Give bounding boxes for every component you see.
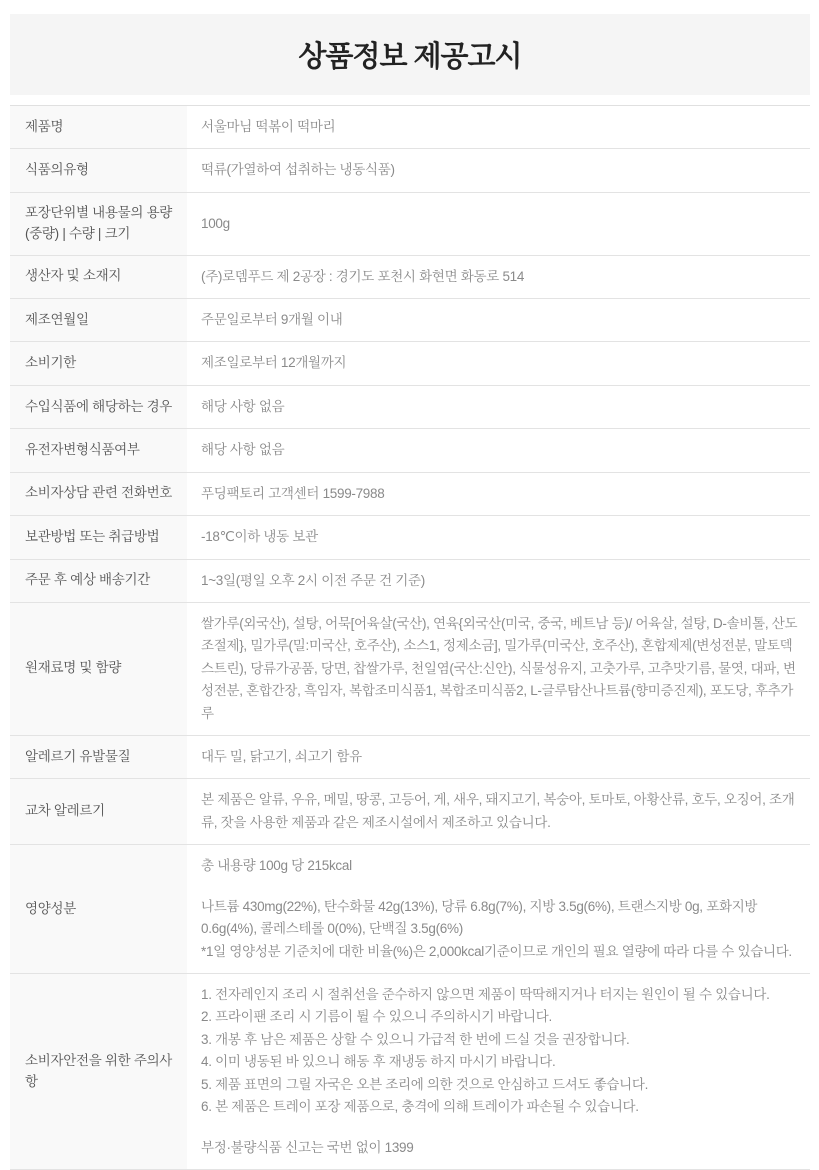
- row-label: 유전자변형식품여부: [10, 429, 187, 471]
- row-label: 포장단위별 내용물의 용량 (중량) | 수량 | 크기: [10, 193, 187, 255]
- row-value: 주문일로부터 9개월 이내: [201, 312, 343, 328]
- table-row: [10, 974, 810, 1170]
- row-label: 주문 후 예상 배송기간: [10, 560, 187, 602]
- row-value: 푸딩팩토리 고객센터 1599-7988: [201, 485, 385, 501]
- row-label: 생산자 및 소재지: [10, 256, 187, 298]
- table-row: [10, 736, 810, 779]
- table-row: [10, 342, 810, 385]
- row-value: 해당 사항 없음: [201, 398, 285, 414]
- row-value-line: *1일 영양성분 기준치에 대한 비율(%)은 2,000kcal기준이므로 개인의 필요 열량에 따라 다를 수 있습니다.: [201, 943, 792, 959]
- row-value: [187, 845, 810, 973]
- row-value-line: 부정·불량식품 신고는 국번 없이 1399: [201, 1139, 414, 1155]
- page-title-bar: [10, 14, 810, 95]
- row-label: 소비자안전을 위한 주의사항: [10, 974, 187, 1169]
- row-value-line: 총 내용량 100g 당 215kcal: [201, 858, 352, 874]
- row-label: 원재료명 및 함량: [10, 603, 187, 735]
- row-value: 본 제품은 알류, 우유, 메밀, 땅콩, 고등어, 게, 새우, 돼지고기, 복숭아, 토마토, 아황산류, 호두, 오징어, 조개류, 잣을 사용한 제품과 같은 제조시설에서 제조하고 있습니다.: [201, 792, 795, 830]
- table-row: [10, 193, 810, 256]
- row-label: 알레르기 유발물질: [10, 736, 187, 778]
- row-value: -18℃이하 냉동 보관: [201, 529, 318, 545]
- table-row: [10, 473, 810, 516]
- row-label: 제품명: [10, 106, 187, 148]
- row-value: 제조일로부터 12개월까지: [201, 355, 347, 371]
- row-value-line: 6. 본 제품은 트레이 포장 제품으로, 충격에 의해 트레이가 파손될 수 있습니다.: [201, 1099, 639, 1115]
- row-value-line: 5. 제품 표면의 그릴 자국은 오븐 조리에 의한 것으로 안심하고 드셔도 좋습니다.: [201, 1076, 649, 1092]
- row-value: 1~3일(평일 오후 2시 이전 주문 건 기준): [201, 572, 425, 588]
- row-value-line: 3. 개봉 후 남은 제품은 상할 수 있으니 가급적 한 번에 드실 것을 권장합니다.: [201, 1031, 630, 1047]
- table-row: [10, 560, 810, 603]
- row-value-line: 4. 이미 냉동된 바 있으니 해동 후 재냉동 하지 마시기 바랍니다.: [201, 1054, 556, 1070]
- page-title: 상품정보 제공고시: [298, 41, 522, 73]
- row-label: 수입식품에 해당하는 경우: [10, 386, 187, 428]
- row-value-line: 1. 전자레인지 조리 시 절취선을 준수하지 않으면 제품이 딱딱해지거나 터지는 원인이 될 수 있습니다.: [201, 987, 770, 1002]
- row-label: 소비기한: [10, 342, 187, 384]
- table-row: [10, 386, 810, 429]
- table-row: [10, 516, 810, 559]
- table-row: [10, 429, 810, 472]
- table-row: [10, 779, 810, 845]
- row-label: 제조연월일: [10, 299, 187, 341]
- row-label: 교차 알레르기: [10, 779, 187, 844]
- row-label: 영양성분: [10, 845, 187, 973]
- table-row: [10, 299, 810, 342]
- row-value-line: 2. 프라이팬 조리 시 기름이 튈 수 있으니 주의하시기 바랍니다.: [201, 1009, 552, 1025]
- row-value: [187, 974, 810, 1169]
- table-row: [10, 149, 810, 192]
- table-row: [10, 106, 810, 149]
- product-info-table: [10, 105, 810, 1170]
- table-row: [10, 603, 810, 736]
- row-label: 식품의유형: [10, 149, 187, 191]
- table-row: [10, 845, 810, 974]
- row-value: (주)로뎀푸드 제 2공장 : 경기도 포천시 화현면 화동로 514: [201, 268, 525, 284]
- row-value-line: 나트륨 430mg(22%), 탄수화물 42g(13%), 당류 6.8g(7%), 지방 3.5g(6%), 트랜스지방 0g, 포화지방 0.6g(4%), 콜레스테롤 0(0%), 단백질 3.5g(6%): [201, 898, 758, 937]
- row-value: 대두 밀, 닭고기, 쇠고기 함유: [201, 748, 362, 764]
- table-row: [10, 256, 810, 299]
- row-value-line: [201, 1118, 802, 1136]
- row-value-line: [201, 878, 802, 896]
- row-value: 서울마님 떡볶이 떡마리: [201, 119, 336, 134]
- row-value: 떡류(가열하여 섭취하는 냉동식품): [201, 162, 395, 178]
- row-value: 100g: [201, 215, 230, 231]
- row-label: 소비자상담 관련 전화번호: [10, 473, 187, 515]
- row-value: 해당 사항 없음: [201, 442, 285, 458]
- row-value: 쌀가루(외국산), 설탕, 어묵[어육살(국산), 연육{외국산(미국, 중국, 베트남 등)/ 어육살, 설탕, D-솔비톨, 산도조절제}, 밀가루(밀:미국산, 호주산), 소스1, 정제소금], 밀가루(미국산, 호주산), 혼합제제(변성전분, 말토덱스트린), 당류가공품, 당면, 찹쌀가루, 천일염(국산:신안), 식물성유지, 고춧가루, 고추맛기름, 물엿, 대파, 변성전분, 혼합간장, 흑임자, 복합조미식품1, 복합조미식품2, L-글루탐산나트륨(향미증진제), 포도당, 후추가루: [201, 615, 798, 721]
- row-label: 보관방법 또는 취급방법: [10, 516, 187, 558]
